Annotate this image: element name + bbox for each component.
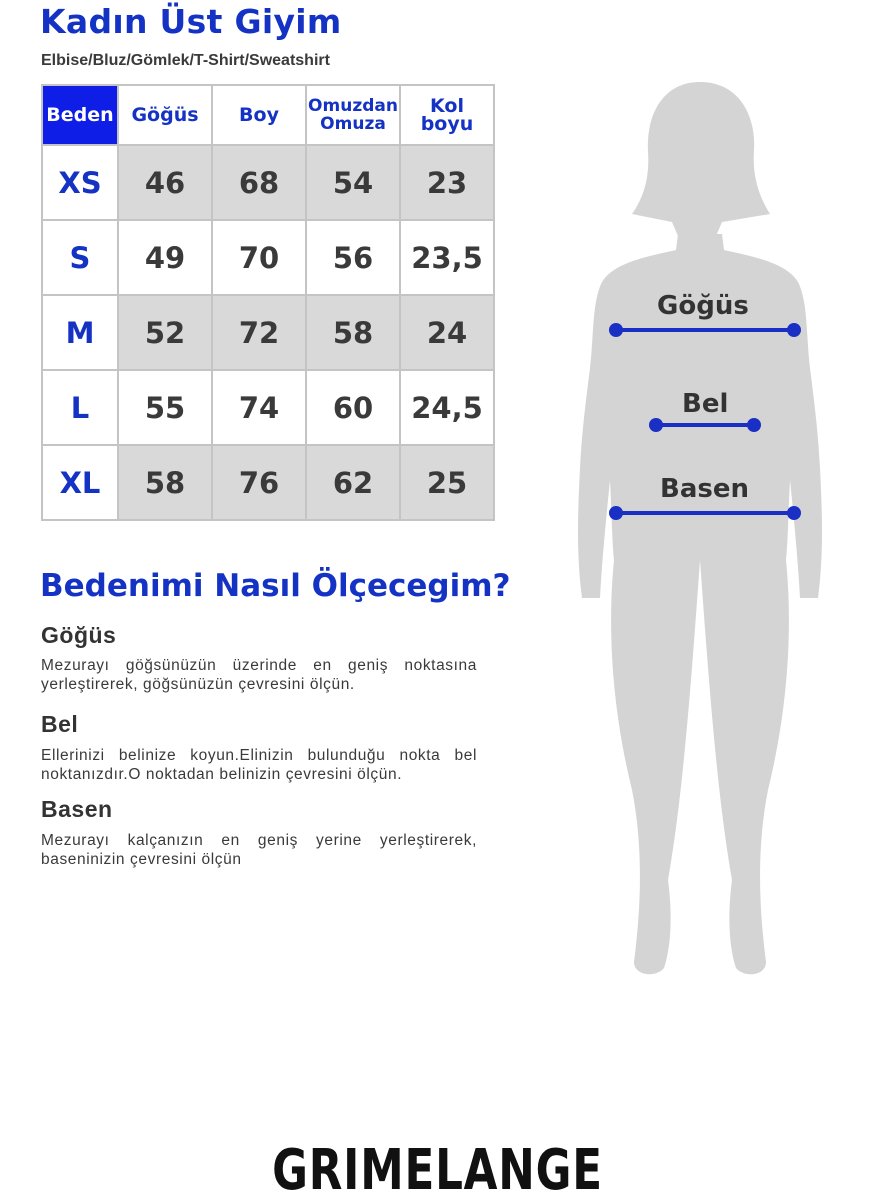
header-beden: Beden [42, 85, 118, 145]
boy-cell: 76 [212, 445, 306, 520]
boy-cell: 68 [212, 145, 306, 220]
boy-cell: 70 [212, 220, 306, 295]
guide-title: Bedenimi Nasıl Ölçecegim? [40, 568, 511, 604]
chest-label: Göğüs [657, 291, 749, 321]
basen-section-title: Basen [41, 796, 113, 822]
page-subtitle: Elbise/Bluz/Gömlek/T-Shirt/Sweatshirt [41, 52, 330, 69]
gogus-cell: 58 [118, 445, 212, 520]
size-cell: S [42, 220, 118, 295]
page-title: Kadın Üst Giyim [40, 2, 342, 41]
bel-section-title: Bel [41, 711, 79, 737]
size-cell: L [42, 370, 118, 445]
header-omuzdan-omuza [306, 85, 400, 145]
kol-cell: 24,5 [400, 370, 494, 445]
size-cell: M [42, 295, 118, 370]
header-omuzdan: Omuzdan [308, 96, 398, 116]
body-figure [560, 70, 860, 990]
header-gogus: Göğüs [118, 85, 212, 145]
boy-cell: 72 [212, 295, 306, 370]
table-row [42, 445, 494, 520]
boy-cell: 74 [212, 370, 306, 445]
gogus-cell: 46 [118, 145, 212, 220]
table-header-row [42, 85, 494, 145]
kol-cell: 24 [400, 295, 494, 370]
header-kol-boyu: Kol boyu [400, 85, 494, 145]
kol-cell: 25 [400, 445, 494, 520]
gogus-cell: 55 [118, 370, 212, 445]
body-silhouette [578, 82, 822, 974]
header-omuza: Omuza [320, 114, 386, 134]
gogus-cell: 52 [118, 295, 212, 370]
gogus-section-text: Mezurayı göğsünüzün üzerinde en geniş noktasına yerleştirerek, göğsünüzün çevresini ölçün. [41, 657, 477, 693]
omuz-cell: 58 [306, 295, 400, 370]
omuz-cell: 56 [306, 220, 400, 295]
hip-label: Basen [660, 474, 749, 504]
omuz-cell: 60 [306, 370, 400, 445]
size-cell: XS [42, 145, 118, 220]
kol-cell: 23 [400, 145, 494, 220]
bel-section-text: Ellerinizi belinize koyun.Elinizin bulunduğu nokta bel noktanızdır.O noktadan belinizin çevresini ölçün. [41, 747, 477, 783]
kol-cell: 23,5 [400, 220, 494, 295]
gogus-cell: 49 [118, 220, 212, 295]
waist-label: Bel [682, 389, 729, 419]
size-table [41, 84, 495, 521]
basen-section-text: Mezurayı kalçanızın en geniş yerine yerleştirerek, baseninizin çevresini ölçün [41, 832, 477, 868]
omuz-cell: 62 [306, 445, 400, 520]
size-cell: XL [42, 445, 118, 520]
brand-logo: GRIMELANGE [272, 1138, 603, 1203]
table-row [42, 295, 494, 370]
omuz-cell: 54 [306, 145, 400, 220]
gogus-section-title: Göğüs [41, 622, 117, 648]
header-boy: Boy [212, 85, 306, 145]
table-row [42, 145, 494, 220]
table-row [42, 370, 494, 445]
table-row [42, 220, 494, 295]
